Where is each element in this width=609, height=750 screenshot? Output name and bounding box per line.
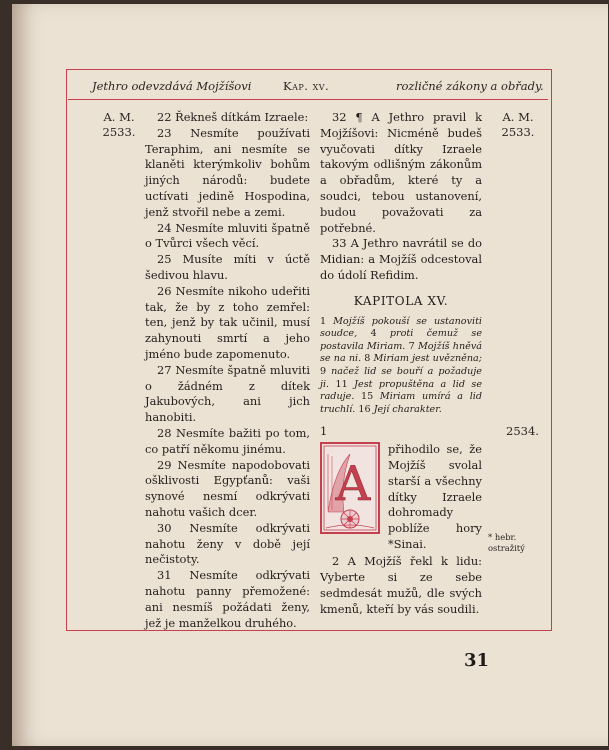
verse: 28 Nesmíte bažiti po tom, co patří někomu jinému.	[145, 425, 310, 456]
left-text-column	[145, 110, 310, 631]
margin-year: 2533.	[102, 125, 136, 139]
margin-year: 2533.	[501, 125, 535, 139]
margin-era: A. M.	[502, 110, 534, 124]
verse: 29 Nesmíte napodobovati ošklivosti Egypťanů: vaši synové nesmí odkrývati nahotu vašich dcer.	[145, 457, 310, 519]
summary-number: 1	[320, 315, 327, 327]
running-header-chapter: Kap. xv.	[283, 79, 330, 93]
chapter-title: KAPITOLA XV.	[353, 293, 449, 308]
verse-number: 1	[320, 424, 328, 439]
verse: 24 Nesmíte mluviti špatně o Tvůrci všech věcí.	[145, 220, 310, 251]
summary-number: 4	[370, 328, 377, 340]
summary-number: 9	[320, 365, 327, 377]
summary-text: Miriam jest uvězněna;	[370, 353, 482, 365]
verse: 30 Nesmíte odkrývati nahotu ženy v době její nečistoty.	[145, 520, 310, 567]
summary-text: Jest propuštěna a lid se raduje.	[320, 378, 482, 403]
right-text-column	[320, 110, 482, 617]
summary-text: načež lid se bouří a požaduje ji.	[320, 365, 482, 390]
page-number: 31	[464, 650, 490, 671]
summary-number: 7	[408, 340, 415, 352]
verse: 25 Musíte míti v úctě šedivou hlavu.	[145, 252, 310, 282]
margin-year-2534: 2534.	[506, 424, 539, 438]
verse: 2 A Mojžíš řekl k lidu: Vyberte si ze sebe sedmdesát mužů, dle svých kmenů, kteří by vás soudili.	[320, 554, 482, 616]
summary-text: Mojžíš hněvá se na ni.	[320, 340, 482, 365]
verse: 27 Nesmíte špatně mluviti o žádném z dítek Jakubových, ani jich hanobiti.	[145, 362, 310, 425]
right-margin-date	[488, 110, 548, 140]
left-margin-date	[88, 110, 150, 140]
summary-number: 16	[358, 403, 371, 415]
margin-era: A. M.	[103, 110, 135, 124]
verse: 26 Nesmíte nikoho udeřiti tak, že by z toho zemřel: ten, jenž by tak učinil, musí zahynouti smrtí a jeho jméno bude zapomenuto.	[145, 283, 310, 361]
margin-footnote: * hebr. ostražitý	[488, 532, 525, 553]
summary-number: 11	[335, 378, 348, 390]
summary-text: Miriam umírá a lid truchlí.	[320, 391, 482, 415]
initial-verse-block	[320, 442, 482, 554]
verse: 23 Nesmíte používati Teraphim, ani nesmíte se klaněti kterýmkoliv bohům jiných národů: budete uctívati jedině Hospodina, jenž stvořil nebe a zemi.	[145, 125, 310, 219]
dropcap-letter: A	[335, 456, 371, 513]
running-header-right: rozličné zákony a obřady.	[396, 79, 544, 93]
summary-text: Mojžíš pokouší se ustanoviti soudce,	[320, 315, 482, 340]
summary-text: Její charakter.	[370, 403, 442, 415]
chapter-summary	[320, 316, 482, 417]
ornamental-initial-icon	[320, 442, 380, 534]
summary-number: 8	[364, 353, 371, 365]
summary-text: proti čemuž se postavila Miriam.	[320, 328, 483, 352]
running-header-left: Jethro odevzdává Mojžíšovi	[92, 79, 252, 93]
header-rule	[68, 99, 548, 100]
verse-1-text: přihodilo se, že Mojžíš svolal starší a všechny dítky Izraele dohromady poblíže hory *Sinai.	[388, 442, 482, 551]
verse: 33 A Jethro navrátil se do Midian: a Mojžíš odcestoval do údolí Refidim.	[320, 236, 482, 282]
verse: 32 ¶ A Jethro pravil k Mojžíšovi: Nicméně budeš vyučovati dítky Izraele takovým odlišným zákonům a obřadům, které ty a soudci, tebou ustanovení, budou považovati za potřebné.	[320, 110, 482, 235]
verse: 22 Řekneš dítkám Izraele:	[157, 110, 309, 124]
summary-number: 15	[361, 391, 374, 403]
verse: 31 Nesmíte odkrývati nahotu panny přemožené: ani nesmíš požádati ženy, jež je manželkou druhého.	[145, 568, 310, 630]
